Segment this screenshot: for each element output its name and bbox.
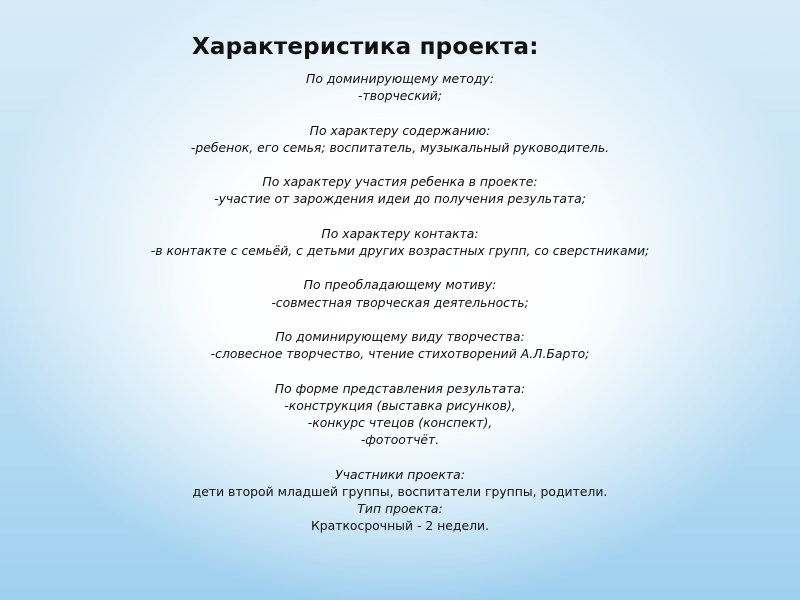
slide-title: Характеристика проекта: — [192, 34, 539, 60]
spacer — [0, 311, 800, 328]
spacer — [0, 208, 800, 225]
section-value-result-form: -конструкция (выставка рисунков), — [284, 397, 516, 413]
section-value-contact: -в контакте с семьёй, с детьми других возрастных групп, со сверстниками; — [150, 242, 650, 258]
participants-heading: Участники проекта: — [335, 466, 465, 482]
spacer — [0, 156, 800, 173]
project-type-value: Краткосрочный - 2 недели. — [310, 518, 490, 534]
section-value-result-form: -конкурс чтецов (конспект), — [307, 414, 493, 430]
section-heading-method: По доминирующему методу: — [306, 71, 494, 86]
slide-content — [0, 70, 800, 534]
section-value-method: -творческий; — [358, 88, 442, 104]
spacer — [0, 259, 800, 276]
section-value-participation: -участие от зарождения идеи до получения результата; — [214, 191, 586, 207]
section-value-result-form: -фотоотчёт. — [360, 432, 440, 448]
section-value-content: -ребенок, его семья; воспитатель, музыкальный руководитель. — [190, 139, 610, 155]
section-heading-participation: По характеру участия ребенка в проекте: — [262, 174, 538, 190]
section-value-creativity: -словесное творчество, чтение стихотворений А.Л.Барто; — [210, 346, 590, 362]
section-heading-contact: По характеру контакта: — [321, 225, 479, 241]
section-heading-result-form: По форме представления результата: — [274, 380, 526, 396]
spacer — [0, 104, 800, 121]
project-type-heading: Тип проекта: — [357, 500, 443, 516]
spacer — [0, 362, 800, 379]
spacer — [0, 448, 800, 465]
section-heading-content: По характеру содержанию: — [309, 122, 491, 138]
section-heading-motive: По преобладающему мотиву: — [303, 277, 497, 293]
section-heading-creativity: По доминирующему виду творчества: — [275, 328, 525, 344]
section-value-motive: -совместная творческая деятельность; — [271, 294, 529, 310]
participants-value: дети второй младшей группы, воспитатели группы, родители. — [192, 483, 608, 499]
